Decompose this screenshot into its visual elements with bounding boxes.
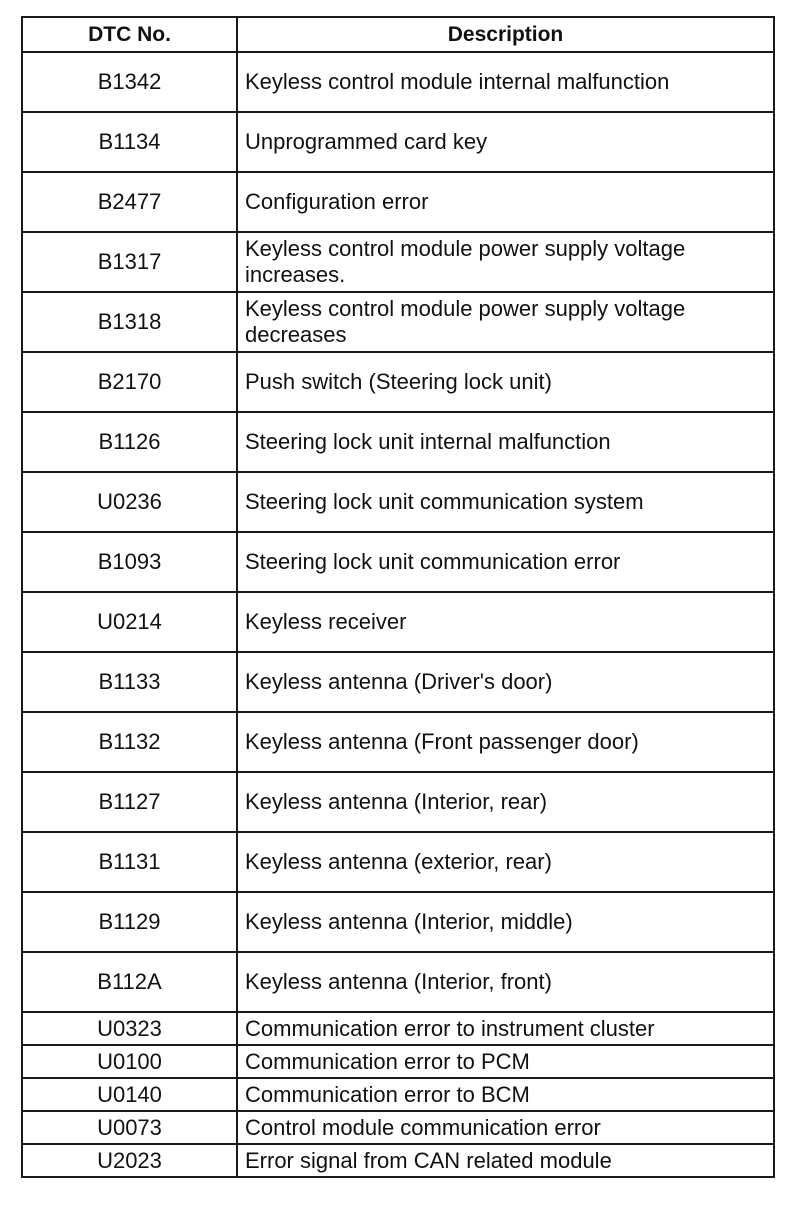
dtc-code: B1133 (22, 652, 237, 712)
dtc-code: B1127 (22, 772, 237, 832)
table-row (22, 772, 774, 832)
table-row (22, 172, 774, 232)
table-row (22, 592, 774, 652)
table-row (22, 712, 774, 772)
dtc-code: U0323 (22, 1012, 237, 1045)
dtc-code: U0073 (22, 1111, 237, 1144)
dtc-code: B112A (22, 952, 237, 1012)
dtc-description: Communication error to instrument cluster (237, 1012, 774, 1045)
table-row (22, 232, 774, 292)
dtc-description: Keyless antenna (Driver's door) (237, 652, 774, 712)
table-row (22, 952, 774, 1012)
dtc-code: B1129 (22, 892, 237, 952)
dtc-description: Keyless control module power supply voltage decreases (237, 292, 774, 352)
table-row (22, 532, 774, 592)
dtc-code: B1131 (22, 832, 237, 892)
dtc-description: Communication error to PCM (237, 1045, 774, 1078)
table-header-row (22, 17, 774, 52)
dtc-description: Steering lock unit communication error (237, 532, 774, 592)
table-row (22, 652, 774, 712)
dtc-code: U0236 (22, 472, 237, 532)
dtc-description: Unprogrammed card key (237, 112, 774, 172)
dtc-description: Steering lock unit communication system (237, 472, 774, 532)
dtc-table (21, 16, 775, 1178)
dtc-description: Keyless control module internal malfunction (237, 52, 774, 112)
dtc-code: B1093 (22, 532, 237, 592)
dtc-code: B2477 (22, 172, 237, 232)
table-row (22, 1078, 774, 1111)
dtc-description: Push switch (Steering lock unit) (237, 352, 774, 412)
table-row (22, 52, 774, 112)
dtc-code: B2170 (22, 352, 237, 412)
dtc-code: U2023 (22, 1144, 237, 1177)
header-dtc-no: DTC No. (22, 17, 237, 52)
dtc-description: Keyless antenna (Interior, rear) (237, 772, 774, 832)
dtc-code: B1318 (22, 292, 237, 352)
table-row (22, 112, 774, 172)
dtc-code: B1132 (22, 712, 237, 772)
dtc-description: Keyless control module power supply voltage increases. (237, 232, 774, 292)
dtc-description: Steering lock unit internal malfunction (237, 412, 774, 472)
dtc-code: U0100 (22, 1045, 237, 1078)
table-row (22, 412, 774, 472)
table-row (22, 1144, 774, 1177)
table-row (22, 1012, 774, 1045)
dtc-description: Control module communication error (237, 1111, 774, 1144)
dtc-code: B1134 (22, 112, 237, 172)
table-row (22, 472, 774, 532)
table-row (22, 292, 774, 352)
table-row (22, 832, 774, 892)
dtc-code: B1126 (22, 412, 237, 472)
dtc-code: U0140 (22, 1078, 237, 1111)
dtc-description: Communication error to BCM (237, 1078, 774, 1111)
dtc-code: B1342 (22, 52, 237, 112)
header-description: Description (237, 17, 774, 52)
dtc-description: Keyless antenna (Front passenger door) (237, 712, 774, 772)
table-row (22, 892, 774, 952)
dtc-description: Error signal from CAN related module (237, 1144, 774, 1177)
dtc-description: Configuration error (237, 172, 774, 232)
dtc-description: Keyless antenna (Interior, front) (237, 952, 774, 1012)
table-row (22, 1045, 774, 1078)
dtc-code: U0214 (22, 592, 237, 652)
dtc-code: B1317 (22, 232, 237, 292)
dtc-description: Keyless antenna (exterior, rear) (237, 832, 774, 892)
table-row (22, 1111, 774, 1144)
dtc-description: Keyless receiver (237, 592, 774, 652)
dtc-description: Keyless antenna (Interior, middle) (237, 892, 774, 952)
table-row (22, 352, 774, 412)
